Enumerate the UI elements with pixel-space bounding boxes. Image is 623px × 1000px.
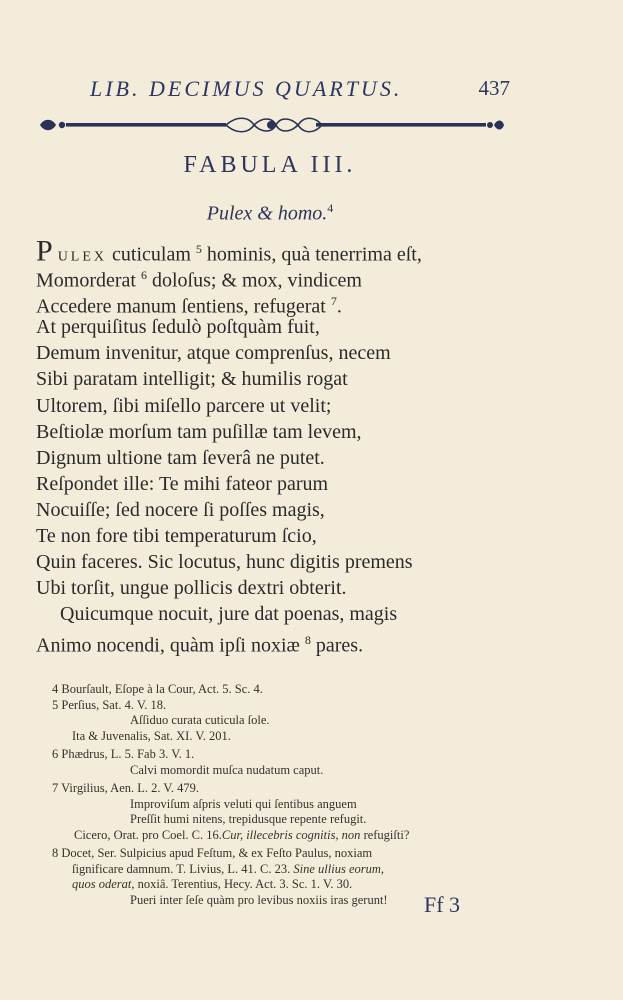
poem xyxy=(36,234,516,658)
footnote-ref: 6 xyxy=(140,268,147,283)
moral-line xyxy=(36,601,516,627)
footnote: 7 Virgilius, Aen. L. 2. V. 479. xyxy=(52,781,199,795)
footnote-quote: Improviſum aſpris veluti qui ſentibus anguem xyxy=(130,796,357,811)
poem-line-text: Reſpondet ille: Te mihi fateor parum xyxy=(36,472,329,495)
poem-line-text: Animo nocendi, quàm ipſi noxiæ xyxy=(36,635,305,658)
footnote: 6 Phædrus, L. 5. Fab 3. V. 1. xyxy=(52,747,195,761)
footnote-ref: 7 xyxy=(330,294,337,309)
poem-line xyxy=(36,471,516,497)
poem-line-text: Momorderat xyxy=(36,269,141,292)
footnote-text: noxiâ. Terentius, Hecy. Act. 3. Sc. 1. V. 30. xyxy=(134,877,353,891)
poem-line xyxy=(36,549,516,575)
footnote-italic: Cur, illecebris cognitis, non xyxy=(221,827,361,842)
footnote-ref: 8 xyxy=(304,633,311,648)
page-number: 437 xyxy=(478,76,510,100)
poem-line-text: cuticulam xyxy=(107,243,196,266)
poem-line-text: Accedere manum ſentiens, refugerat xyxy=(36,295,331,318)
poem-line xyxy=(36,234,516,268)
poem-line-text: Te non fore tibi temperaturum ſcio, xyxy=(36,525,317,548)
poem-line xyxy=(36,366,516,392)
poem-line-text: Ubi torſit, ungue pollicis dextri obterit. xyxy=(36,577,347,600)
fable-subtitle xyxy=(0,201,540,226)
fable-title: FABULA III. xyxy=(183,152,357,178)
footnote-text: refugiſti? xyxy=(360,827,410,842)
footnote-quote: Preſſit humi nitens, trepidusque repente refugit. xyxy=(130,812,367,826)
poem-line-text: Nocuiſſe; ſed nocere ſi poſſes magis, xyxy=(36,498,325,521)
footnote-line xyxy=(52,828,522,844)
footnote-line xyxy=(52,862,522,878)
running-head xyxy=(90,76,510,100)
poem-line xyxy=(36,340,516,366)
footnote: 8 Docet, Ser. Sulpicius apud Feſtum, & ex Feſto Paulus, noxiam xyxy=(52,846,373,860)
footnote-italic: quos oderat, xyxy=(72,877,135,891)
poem-line-text: pares. xyxy=(310,635,364,658)
poem-line xyxy=(36,497,516,523)
footnote-italic: Sine ullius eorum, xyxy=(293,861,385,876)
poem-line xyxy=(36,575,516,601)
footnote-line: Ita & Juvenalis, Sat. XI. V. 201. xyxy=(72,728,231,743)
poem-lines xyxy=(36,262,516,601)
footnote-text: Cicero, Orat. pro Coel. C. 16. xyxy=(74,827,222,842)
small-caps-word: ULEX xyxy=(57,249,108,265)
poem-line xyxy=(36,419,516,445)
footnote-quote: Pueri inter ſeſe quàm pro levibus noxiis iras gerunt! xyxy=(130,892,388,907)
poem-line-text: At perquiſitus ſedulò poſtquàm fuit, xyxy=(36,316,320,339)
footnote: 5 Perſius, Sat. 4. V. 18. xyxy=(52,697,167,712)
poem-line xyxy=(36,288,516,318)
footnote-text: ſignificare damnum. T. Livius, L. 41. C. 23. xyxy=(72,861,291,876)
poem-line xyxy=(36,445,516,471)
running-title: LIB. DECIMUS QUARTUS. xyxy=(90,76,403,101)
signature-mark: Ff 3 xyxy=(424,892,461,917)
footnote: 4 Bourſault, Eſope à la Cour, Act. 5. Sc. 4. xyxy=(52,682,263,696)
poem-line xyxy=(36,314,516,340)
moral-line xyxy=(36,627,516,658)
drop-cap: P xyxy=(36,234,53,268)
footnote-ref: 4 xyxy=(327,201,334,215)
footnote-ref: 5 xyxy=(195,242,202,256)
poem-line-text: doloſus; & mox, vindicem xyxy=(146,269,362,292)
poem-line-text: Dignum ultione tam ſeverâ ne putet. xyxy=(36,446,325,469)
footnotes xyxy=(52,682,522,908)
footnote-quote: Calvi momordit muſca nudatum caput. xyxy=(130,762,324,777)
footnote-quote: Aſſiduo curata cuticula ſole. xyxy=(130,713,270,727)
poem-line-text: Ultorem, ſibi miſello parcere ut velit; xyxy=(36,394,332,417)
poem-line-text: hominis, quà tenerrima eſt, xyxy=(201,243,422,266)
poem-line-text: Beſtiolæ morſum tam puſillæ tam levem, xyxy=(36,420,362,443)
poem-line-text: . xyxy=(336,295,342,318)
poem-line xyxy=(36,523,516,549)
moral-lines xyxy=(36,601,516,658)
ornamental-rule xyxy=(36,114,506,136)
poem-line xyxy=(36,393,516,419)
footnote-line xyxy=(52,877,522,893)
poem-line-text: Demum invenitur, atque comprenſus, necem xyxy=(36,342,391,365)
poem-line xyxy=(36,262,516,292)
fable-subtitle-text: Pulex & homo. xyxy=(206,202,328,225)
poem-line-text: Quicumque nocuit, jure dat poenas, magis xyxy=(60,603,398,626)
poem-line-text: Quin faceres. Sic locutus, hunc digitis premens xyxy=(36,551,413,574)
poem-line-text: Sibi paratam intelligit; & humilis rogat xyxy=(36,368,348,391)
